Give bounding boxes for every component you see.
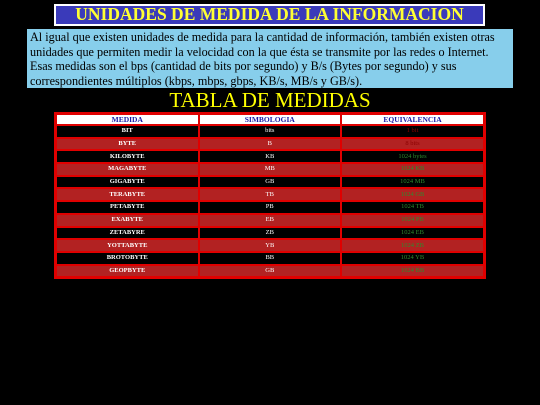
measures-table [54, 112, 486, 279]
table-row [57, 228, 483, 239]
cell-medida: BYTE [57, 139, 198, 150]
table-row [57, 164, 483, 175]
table-title: TABLA DE MEDIDAS [169, 88, 371, 112]
table-row [57, 126, 483, 137]
cell-equivalencia: 1024 BB [342, 266, 483, 277]
cell-simbologia: YB [200, 240, 341, 251]
table-row [57, 253, 483, 264]
cell-medida: YOTTABYTE [57, 240, 198, 251]
cell-medida: MAGABYTE [57, 164, 198, 175]
cell-medida: KILOBYTE [57, 151, 198, 162]
table-header-row [57, 115, 483, 124]
table-row [57, 202, 483, 213]
cell-equivalencia: 1024 ZB [342, 240, 483, 251]
cell-medida: BROTOBYTE [57, 253, 198, 264]
cell-simbologia: GB [200, 177, 341, 188]
cell-simbologia: BB [200, 253, 341, 264]
cell-medida: ZETABYRE [57, 228, 198, 239]
table-row [57, 151, 483, 162]
cell-equivalencia: 1024 YB [342, 253, 483, 264]
table-row [57, 240, 483, 251]
table-row [57, 177, 483, 188]
cell-medida: PETABYTE [57, 202, 198, 213]
cell-equivalencia: 1024 MB [342, 177, 483, 188]
page-title: UNIDADES DE MEDIDA DE LA INFORMACION [75, 4, 464, 25]
cell-medida: TERABYTE [57, 189, 198, 200]
cell-equivalencia: 8 bits [342, 139, 483, 150]
header-equivalencia: EQUIVALENCIA [342, 115, 483, 124]
cell-simbologia: B [200, 139, 341, 150]
table-row [57, 215, 483, 226]
page-banner [54, 4, 485, 26]
cell-simbologia: EB [200, 215, 341, 226]
cell-simbologia: MB [200, 164, 341, 175]
cell-equivalencia: 1024 GB [342, 189, 483, 200]
cell-medida: BIT [57, 126, 198, 137]
cell-simbologia: bits [200, 126, 341, 137]
cell-simbologia: PB [200, 202, 341, 213]
cell-simbologia: TB [200, 189, 341, 200]
cell-medida: EXABYTE [57, 215, 198, 226]
header-simbologia: SIMBOLOGIA [200, 115, 341, 124]
cell-equivalencia: 1024 KB [342, 164, 483, 175]
cell-simbologia: KB [200, 151, 341, 162]
cell-medida: GIGABYTE [57, 177, 198, 188]
cell-equivalencia: 1024 bytes [342, 151, 483, 162]
cell-simbologia: ZB [200, 228, 341, 239]
intro-paragraph: Al igual que existen unidades de medida para la cantidad de información, también existen otras unidades que permiten medir la velocidad con la que ésta se transmite por las redes o Internet. Esas medidas son el bps (cantidad de bits por segundo) y B/s (Bytes por segundo) y sus correspondientes múltiplos (kbps, mbps, gbps, KB/s, MB/s y GB/s). [27, 29, 513, 88]
cell-equivalencia: 1024 TB [342, 202, 483, 213]
cell-equivalencia: 1024 EB [342, 228, 483, 239]
table-row [57, 189, 483, 200]
table-row [57, 139, 483, 150]
cell-medida: GEOPBYTE [57, 266, 198, 277]
cell-equivalencia: 1 bit [342, 126, 483, 137]
cell-equivalencia: 1024 PB [342, 215, 483, 226]
header-medida: MEDIDA [57, 115, 198, 124]
table-row [57, 266, 483, 277]
cell-simbologia: GB [200, 266, 341, 277]
